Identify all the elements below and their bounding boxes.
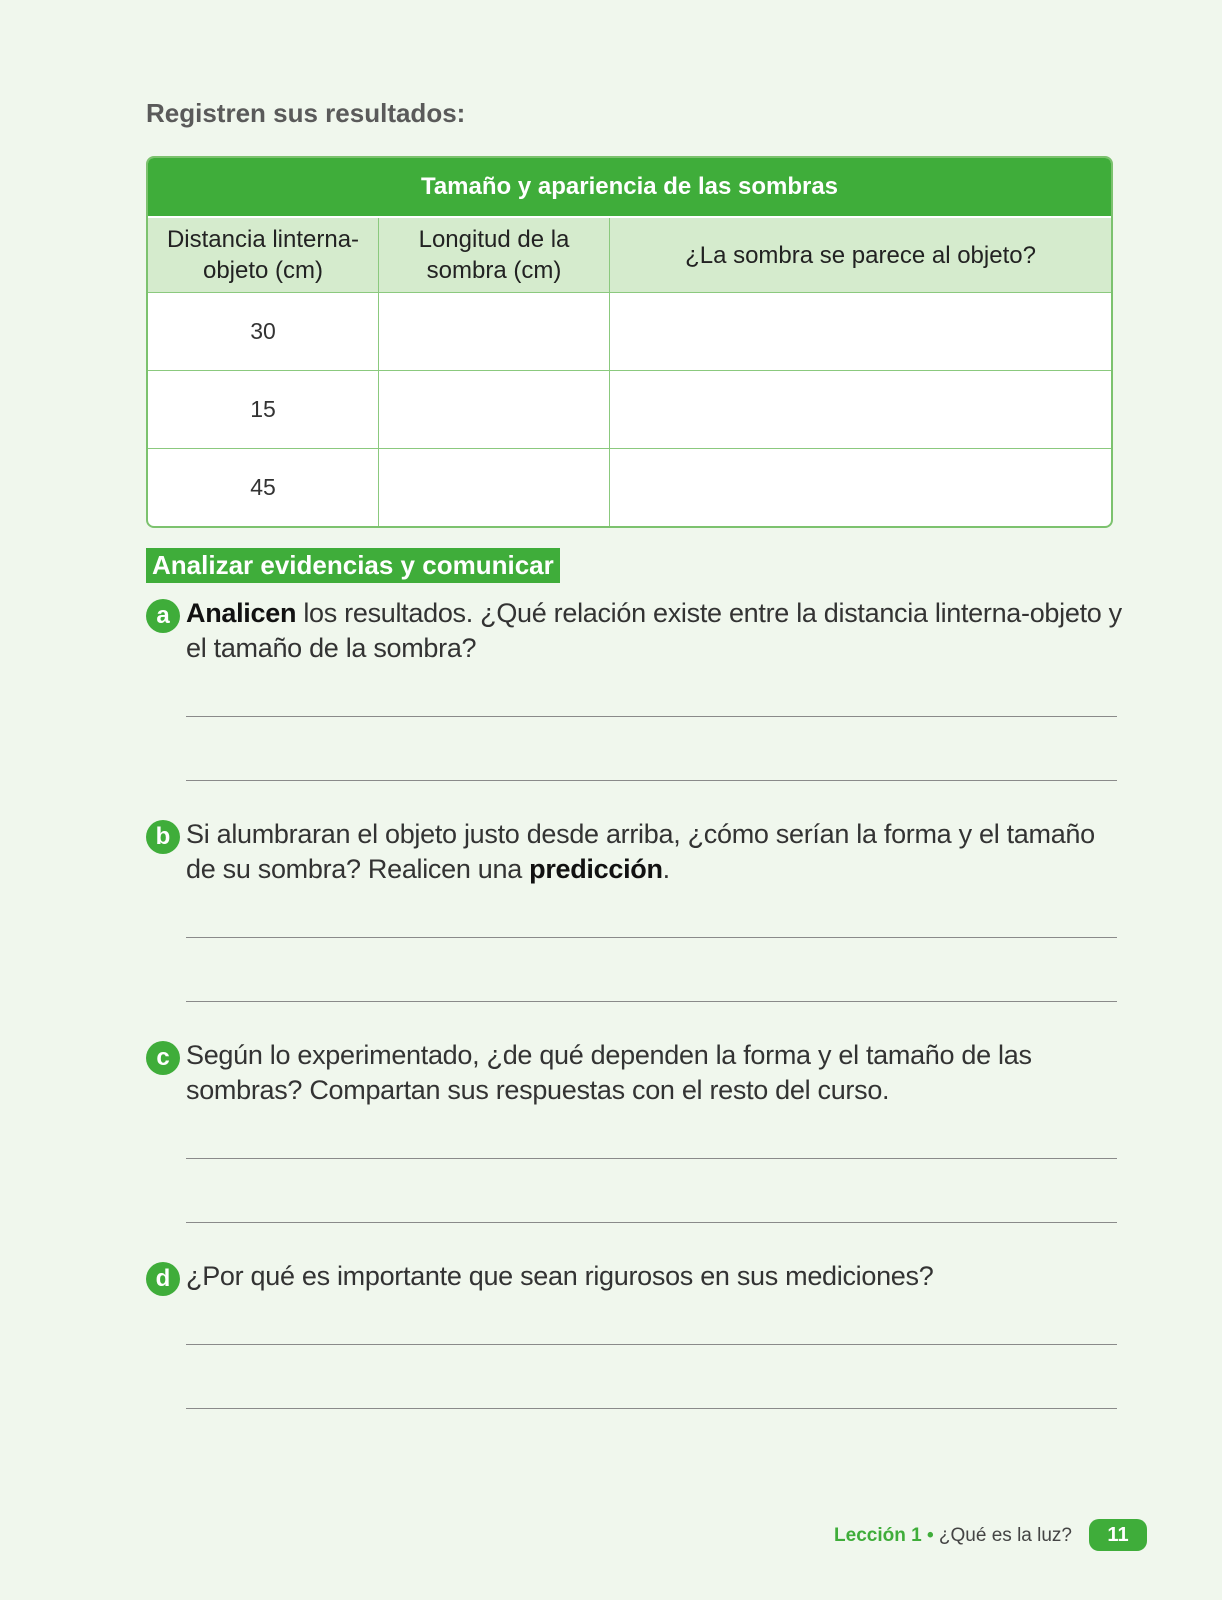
footer-separator: •: [921, 1525, 939, 1546]
answer-line[interactable]: [186, 1344, 1117, 1345]
table-title: Tamaño y apariencia de las sombras: [148, 158, 1111, 218]
resemblance-cell[interactable]: [610, 371, 1111, 449]
question-text: [186, 596, 1126, 666]
footer: [834, 1525, 1072, 1547]
answer-line[interactable]: [186, 1222, 1117, 1223]
question-body: Si alumbraran el objeto justo desde arriba, ¿cómo serían la forma y el tamaño de su sombra? Realicen una: [186, 819, 1095, 884]
question-letter-badge: d: [146, 1262, 180, 1296]
lesson-topic: ¿Qué es la luz?: [938, 1525, 1072, 1546]
column-header-distance: Distancia linterna-objeto (cm): [148, 218, 379, 293]
results-table: [146, 156, 1113, 528]
bold-verb: Analicen: [186, 598, 297, 628]
column-header-resemblance: ¿La sombra se parece al objeto?: [610, 218, 1111, 293]
question-punctuation: .: [662, 854, 670, 884]
distance-cell: 15: [148, 371, 379, 449]
answer-line[interactable]: [186, 1158, 1117, 1159]
column-header-shadow-length: Longitud de la sombra (cm): [379, 218, 610, 293]
answer-line[interactable]: [186, 1408, 1117, 1409]
shadow-length-cell[interactable]: [379, 371, 610, 449]
question-letter-badge: b: [146, 820, 180, 854]
lesson-label: Lección 1: [834, 1525, 922, 1546]
distance-cell: 45: [148, 449, 379, 526]
answer-line[interactable]: [186, 716, 1117, 717]
shadow-length-cell[interactable]: [379, 449, 610, 526]
resemblance-cell[interactable]: [610, 293, 1111, 371]
question-text: [186, 817, 1126, 887]
page-heading: Registren sus resultados:: [146, 98, 466, 128]
resemblance-cell[interactable]: [610, 449, 1111, 526]
question-text: ¿Por qué es importante que sean rigurosos en sus mediciones?: [186, 1261, 934, 1291]
table-row: [148, 371, 1111, 449]
question-letter-badge: a: [146, 599, 180, 633]
question-body: los resultados. ¿Qué relación existe entre la distancia linterna-objeto y el tamaño de la sombra?: [186, 598, 1122, 663]
distance-cell: 30: [148, 293, 379, 371]
shadow-length-cell[interactable]: [379, 293, 610, 371]
answer-line[interactable]: [186, 1001, 1117, 1002]
answer-line[interactable]: [186, 937, 1117, 938]
section-title: Analizar evidencias y comunicar: [146, 548, 560, 583]
table-row: [148, 449, 1111, 526]
question-text: Según lo experimentado, ¿de qué dependen la forma y el tamaño de las sombras? Compartan sus respuestas con el resto del curso.: [186, 1040, 1032, 1105]
answer-line[interactable]: [186, 780, 1117, 781]
page-number: 11: [1089, 1519, 1147, 1551]
table-row: [148, 293, 1111, 371]
bold-keyword: predicción: [529, 854, 663, 884]
question-letter-badge: c: [146, 1041, 180, 1075]
